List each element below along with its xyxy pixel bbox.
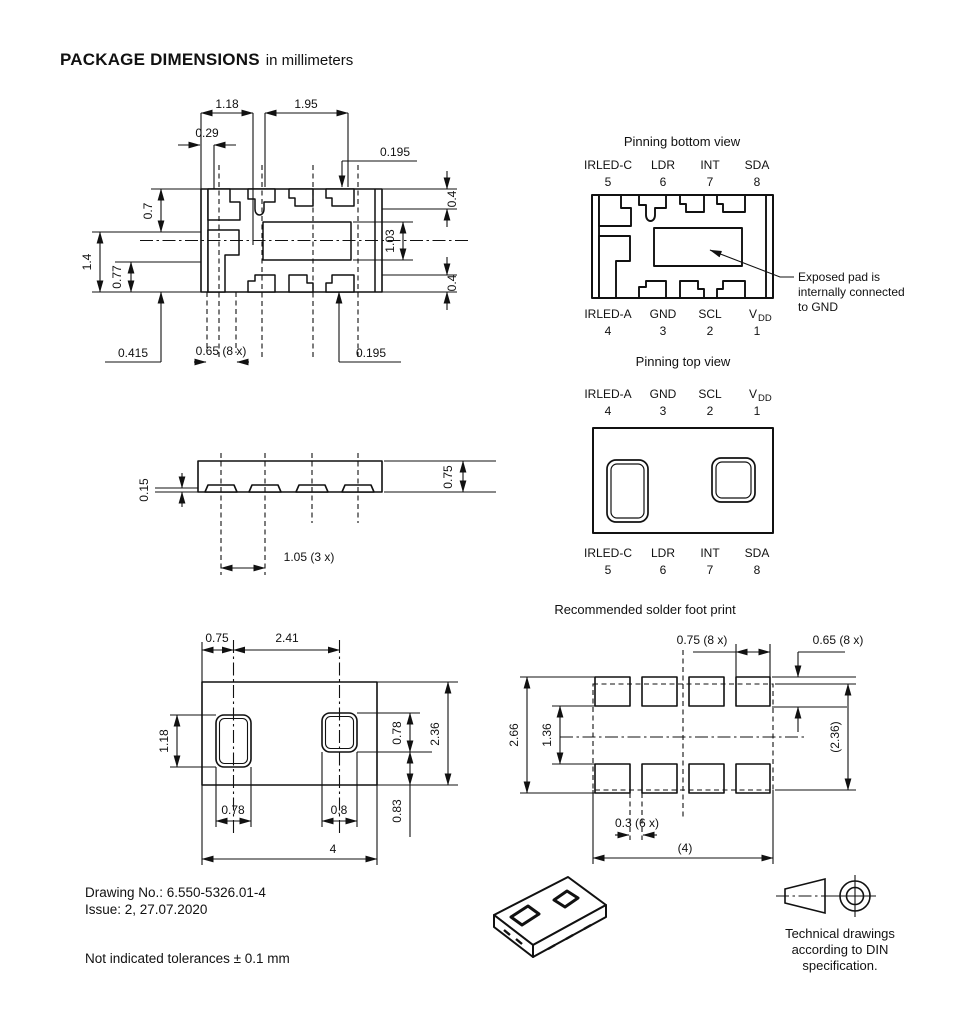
dim-label-0-29: 0.29	[195, 126, 219, 140]
exposed-pad-note	[798, 270, 905, 314]
dim-label-0-7: 0.7	[141, 202, 155, 220]
drawing-number: Drawing No.: 6.550-5326.01-4	[85, 885, 266, 900]
dim-label-0-4-bottom: 0.4	[445, 274, 459, 292]
pinning-top-title: Pinning top view	[635, 354, 731, 369]
pin-number: 2	[706, 404, 714, 418]
dim-label-0-77: 0.77	[110, 265, 124, 289]
dim-label-0-8: 0.8	[330, 803, 348, 817]
footprint-title: Recommended solder foot print	[554, 602, 736, 617]
pin-number: 2	[706, 324, 714, 338]
package-outline	[593, 428, 773, 533]
note-line: internally connected	[798, 285, 905, 299]
dim-label-1-03: 1.03	[383, 229, 397, 253]
dim-label-1-05: 1.05 (3 x)	[283, 550, 335, 564]
pinning-bottom-title: Pinning bottom view	[623, 134, 741, 149]
dim-label-2-36: 2.36	[428, 722, 442, 746]
din-note-line: specification.	[802, 958, 878, 973]
issue-line: Issue: 2, 27.07.2020	[85, 902, 208, 917]
dim-label-0-3: 0.3 (6 x)	[614, 816, 660, 830]
pinning-top-view-drawing	[560, 350, 968, 585]
pin-label: LDR	[650, 546, 676, 560]
dim-label-1-4: 1.4	[80, 253, 94, 271]
pin-label-subscript: DD	[758, 393, 772, 404]
pin-label: GND	[649, 387, 677, 401]
package-outline	[202, 682, 377, 785]
dim-label-1-18: 1.18	[215, 97, 239, 111]
dim-label-0-78-bottom: 0.78	[221, 803, 245, 817]
pin-number: 5	[604, 563, 612, 577]
dim-label-0-75: 0.75	[441, 465, 455, 489]
dim-label-0-195-top: 0.195	[379, 145, 411, 159]
note-line: to GND	[798, 300, 839, 314]
pin-label: LDR	[650, 158, 676, 172]
pin-label: SDA	[744, 546, 770, 560]
dim-label-0-415: 0.415	[117, 346, 149, 360]
pin-number: 6	[659, 175, 667, 189]
pin-number: 5	[604, 175, 612, 189]
dim-label-2-41: 2.41	[275, 631, 299, 645]
dim-label-0-15: 0.15	[137, 478, 151, 502]
dim-label-1-95: 1.95	[294, 97, 318, 111]
dim-label-4-ref: (4)	[677, 841, 693, 855]
dim-label-0-83: 0.83	[390, 799, 404, 823]
pin-labels-bottom	[584, 307, 772, 338]
dim-label-0-75: 0.75	[205, 631, 229, 645]
dim-label-0-195-bottom: 0.195	[355, 346, 387, 360]
pin-label: GND	[649, 307, 677, 321]
din-note-line: Technical drawings	[785, 926, 895, 941]
dim-label-2-36-ref: (2.36)	[828, 721, 842, 753]
pin-label: IRLED-A	[584, 307, 632, 321]
din-note-line: according to DIN	[791, 942, 889, 957]
pin-label: SCL	[698, 307, 722, 321]
pin-number: 3	[659, 404, 667, 418]
note-line: Exposed pad is	[798, 270, 881, 284]
dim-label-1-36: 1.36	[540, 723, 554, 747]
pinning-bottom-view-drawing	[560, 128, 968, 350]
dim-label-0-78-right: 0.78	[390, 721, 404, 745]
pin-label: IRLED-C	[583, 158, 633, 172]
pin-label: IRLED-A	[584, 387, 632, 401]
pin-number: 8	[753, 563, 761, 577]
dimensioned-bottom-view-drawing	[55, 95, 475, 385]
dim-label-4: 4	[329, 842, 337, 856]
page-title-bold: PACKAGE DIMENSIONS	[60, 50, 260, 69]
pin-number: 4	[604, 324, 612, 338]
pin-number: 3	[659, 324, 667, 338]
dim-label-0-65: 0.65 (8 x)	[195, 344, 247, 358]
pin-label: INT	[700, 158, 720, 172]
pin-label: INT	[700, 546, 720, 560]
pin-number: 6	[659, 563, 667, 577]
pin-labels-top	[584, 387, 772, 418]
tolerance-note: Not indicated tolerances ± 0.1 mm	[85, 951, 290, 966]
side-view-drawing	[100, 435, 500, 585]
dim-label-1-18: 1.18	[157, 729, 171, 753]
pin-label-subscript: DD	[758, 313, 772, 324]
pin-number: 1	[753, 324, 761, 338]
page-title	[60, 50, 353, 70]
pin-label: IRLED-C	[583, 546, 633, 560]
solder-footprint-drawing	[500, 592, 968, 880]
pin-number: 7	[706, 175, 714, 189]
pin-label: SCL	[698, 387, 722, 401]
pin-number: 8	[753, 175, 761, 189]
din-projection-symbol	[770, 868, 950, 980]
top-view-drawing	[80, 612, 500, 880]
pin-label: V	[748, 307, 758, 321]
pin-label: V	[748, 387, 758, 401]
pin-label: SDA	[744, 158, 770, 172]
dim-label-2-66: 2.66	[507, 723, 521, 747]
package-3d-drawing	[478, 865, 638, 970]
page-title-units: in millimeters	[265, 52, 354, 69]
pin-labels-top	[584, 158, 769, 189]
din-note	[785, 926, 895, 973]
pin-number: 4	[604, 404, 612, 418]
dimensions	[507, 633, 863, 864]
dim-label-0-65: 0.65 (8 x)	[812, 633, 864, 647]
drawing-info	[85, 884, 266, 918]
pin-number: 1	[753, 404, 761, 418]
dim-label-0-75: 0.75 (8 x)	[676, 633, 728, 647]
dim-label-0-4-top: 0.4	[445, 190, 459, 208]
pin-number: 7	[706, 563, 714, 577]
pin-labels-bottom	[584, 546, 769, 577]
